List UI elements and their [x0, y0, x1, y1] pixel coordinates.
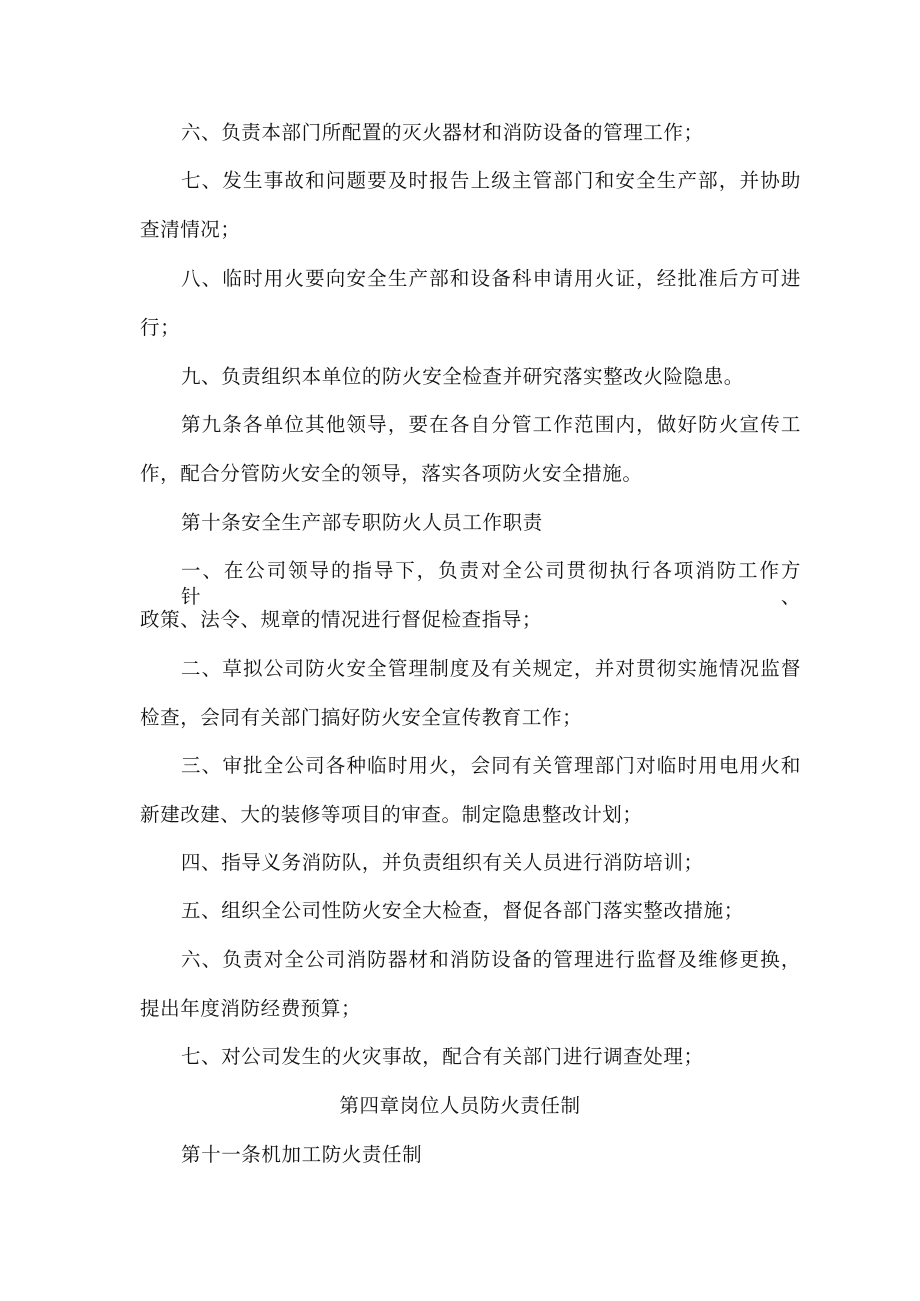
paragraph-line: 二、草拟公司防火安全管理制度及有关规定，并对贯彻实施情况监督 — [181, 657, 801, 680]
paragraph-line: 六、负责本部门所配置的灭火器材和消防设备的管理工作； — [181, 121, 704, 144]
chapter-heading: 第四章岗位人员防火责任制 — [339, 1094, 581, 1117]
paragraph-line: 五、组织全公司性防火安全大检查，督促各部门落实整改措施； — [181, 899, 744, 922]
paragraph-line: 行； — [140, 316, 181, 339]
paragraph-line: 一、在公司领导的指导下，负责对全公司贯彻执行各项消防工作方针、 — [181, 559, 801, 608]
paragraph-line: 政策、法令、规章的情况进行督促检查指导； — [140, 608, 543, 631]
paragraph-line: 新建改建、大的装修等项目的审查。制定隐患整改计划； — [140, 803, 643, 826]
paragraph-line: 四、指导义务消防队，并负责组织有关人员进行消防培训； — [181, 851, 704, 874]
paragraph-line: 提出年度消防经费预算； — [140, 997, 362, 1020]
paragraph-line: 九、负责组织本单位的防火安全检查并研究落实整改火险隐患。 — [181, 365, 744, 388]
paragraph-line: 七、对公司发生的火灾事故，配合有关部门进行调查处理； — [181, 1045, 704, 1068]
article-heading-line: 第九条各单位其他领导，要在各自分管工作范围内，做好防火宣传工 — [181, 413, 801, 436]
paragraph-line: 检查，会同有关部门搞好防火安全宣传教育工作； — [140, 706, 583, 729]
paragraph-line: 作，配合分管防火安全的领导，落实各项防火安全措施。 — [140, 462, 643, 485]
paragraph-line: 八、临时用火要向安全生产部和设备科申请用火证，经批准后方可进 — [181, 267, 801, 290]
paragraph-line: 六、负责对全公司消防器材和消防设备的管理进行监督及维修更换， — [181, 948, 801, 971]
paragraph-line: 查清情况； — [140, 218, 241, 241]
article-heading: 第十条安全生产部专职防火人员工作职责 — [181, 511, 543, 534]
article-heading: 第十一条机加工防火责任制 — [181, 1143, 423, 1166]
paragraph-line: 七、发生事故和问题要及时报告上级主管部门和安全生产部，并协助 — [181, 169, 801, 192]
paragraph-line: 三、审批全公司各种临时用火，会同有关管理部门对临时用电用火和 — [181, 754, 801, 777]
